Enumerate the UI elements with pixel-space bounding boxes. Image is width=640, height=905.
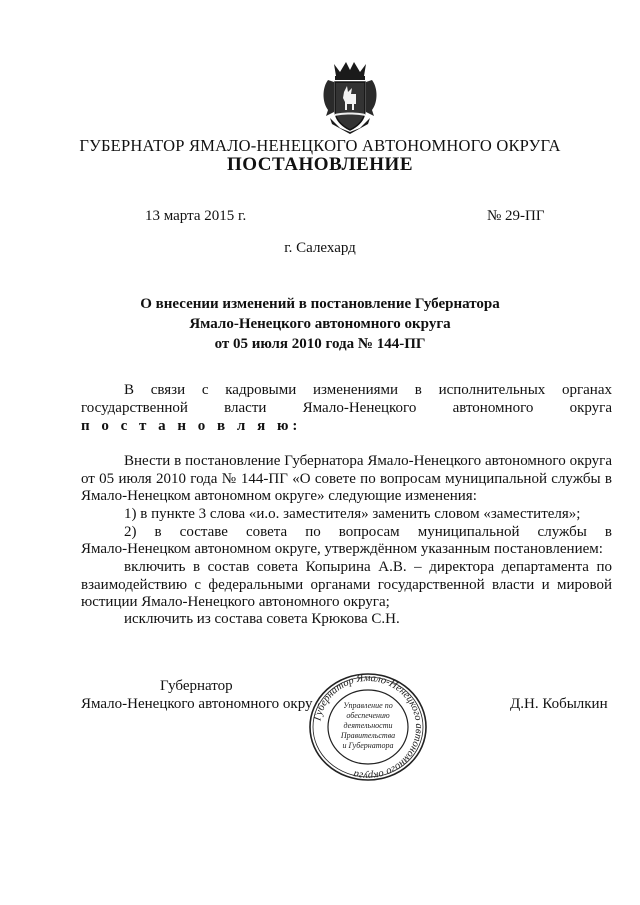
list-item-1: 1) в пункте 3 слова «и.о. заместителя» заменить словом «заместителя»; xyxy=(124,506,581,522)
subject-line: от 05 июля 2010 года № 144-ПГ xyxy=(214,336,426,352)
preamble-paragraph: В связи с кадровыми изменениями в исполнительных органах государственной власти Ямало-Ненецкого автономного округа xyxy=(81,382,612,416)
document-number: № 29-ПГ xyxy=(487,208,545,224)
document-subject xyxy=(100,294,540,354)
include-member-paragraph xyxy=(81,559,612,612)
organization-title: ГУБЕРНАТОР ЯМАЛО-НЕНЕЦКОГО АВТОНОМНОГО ОКРУГА xyxy=(79,136,561,155)
stamp-center-line: обеспечению xyxy=(346,711,390,720)
document-date: 13 марта 2015 г. xyxy=(145,208,247,224)
signatory-title-line2: Ямало-Ненецкого автономного окру xyxy=(81,696,313,712)
document-type: ПОСТАНОВЛЕНИЕ xyxy=(226,154,414,175)
coat-of-arms-emblem xyxy=(320,58,380,136)
stamp-center-line: деятельности xyxy=(343,721,393,730)
signatory-name: Д.Н. Кобылкин xyxy=(510,696,608,712)
official-stamp xyxy=(307,672,429,782)
signatory-title-line1: Губернатор xyxy=(160,678,233,694)
list-item-2-second-line: Ямало-Ненецком автономном округе, утверждённом указанным постановлением: xyxy=(81,541,603,557)
decree-word: п о с т а н о в л я ю: xyxy=(81,418,302,434)
document-city: г. Салехард xyxy=(284,240,356,256)
exclude-member-line: исключить из состава совета Крюкова С.Н. xyxy=(124,611,400,627)
stamp-center-line: и Губернатора xyxy=(342,741,394,750)
subject-line: Ямало-Ненецкого автономного округа xyxy=(189,316,451,332)
stamp-ring-text: Губернатор Ямало-Ненецкого автономного округа xyxy=(312,672,425,782)
subject-line: О внесении изменений в постановление Губернатора xyxy=(140,296,500,312)
stamp-center-line: Правительства xyxy=(340,731,396,740)
main-paragraph: Внести в постановление Губернатора Ямало-Ненецкого автономного округа от 05 июля 2010 года № 144-ПГ «О совете по вопросам муниципальной службы в Ямало-Ненецком автономном округе» следующие изменения: xyxy=(81,453,612,504)
list-item-2-first-line: 2) в составе совета по вопросам муниципальной службы в xyxy=(124,524,612,540)
stamp-center-line: Управление по xyxy=(343,701,393,710)
include-member-text: включить в состав совета Копырина А.В. – директора департамента по взаимодействию с федеральными органами государственной власти и мировой юстиции Ямало-Ненецкого автономного округа; xyxy=(81,559,612,610)
